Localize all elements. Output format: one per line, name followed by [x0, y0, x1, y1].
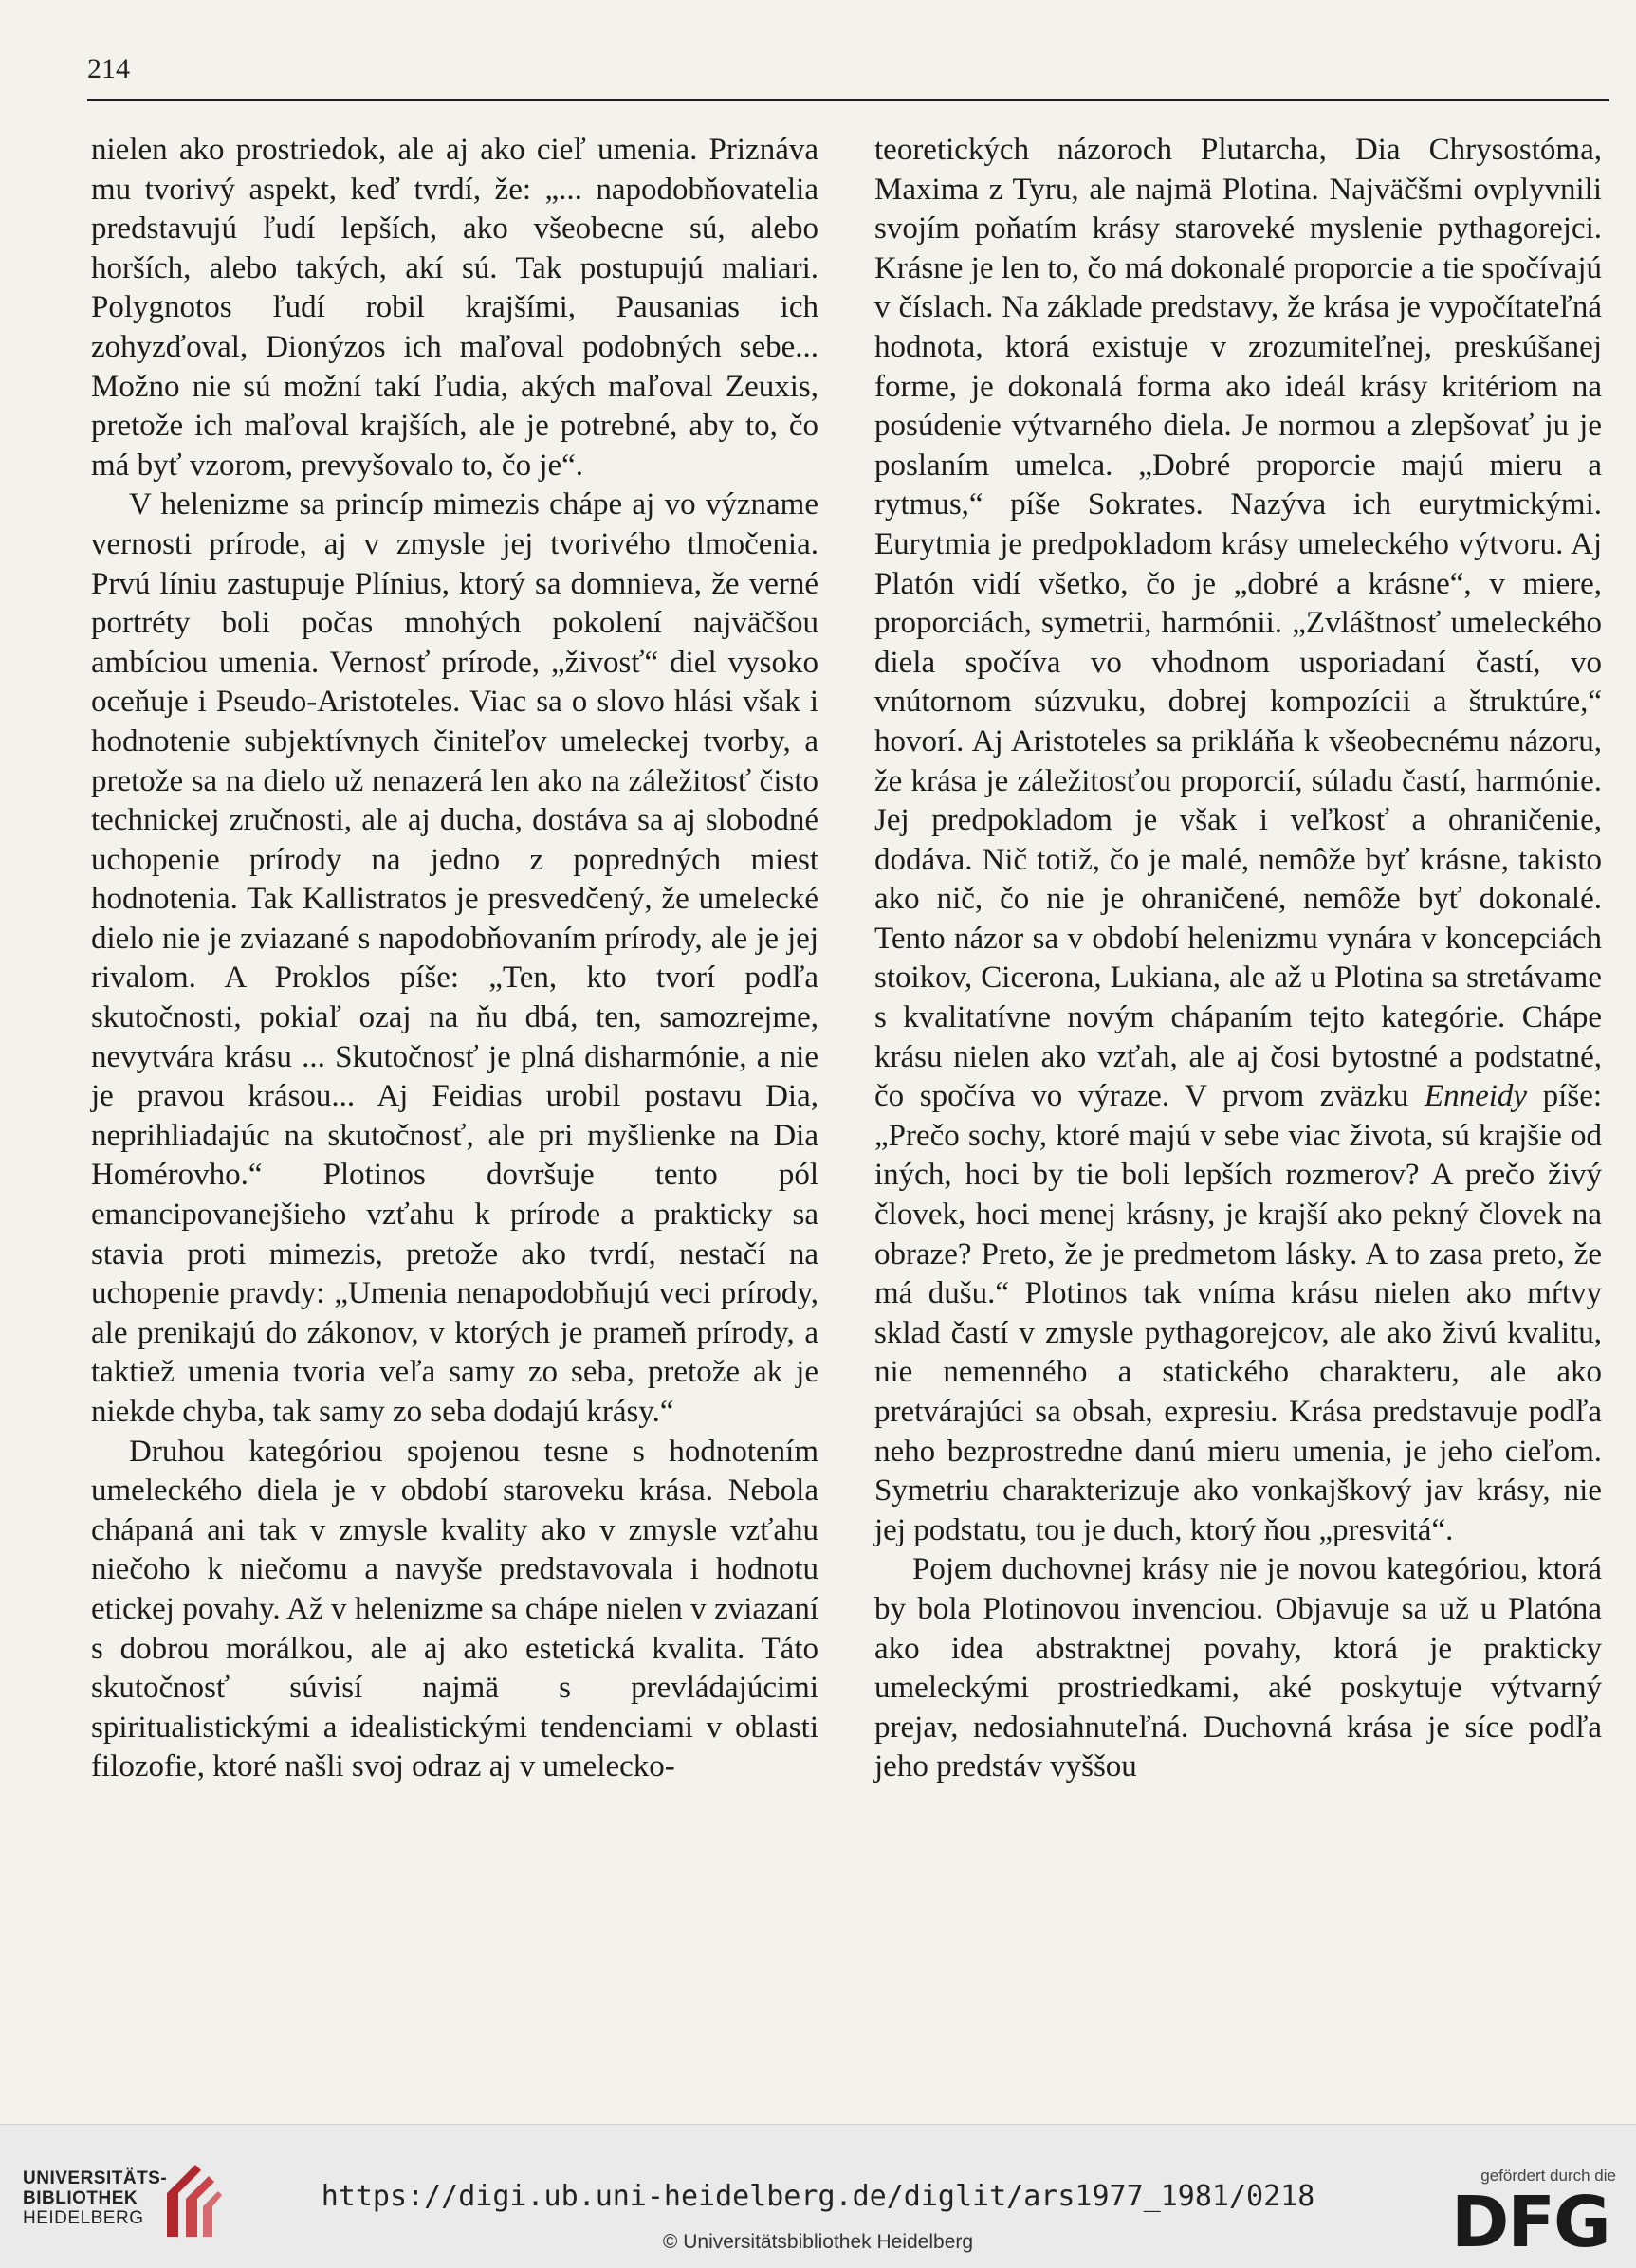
library-name-line: BIBLIOTHEK	[23, 2188, 138, 2208]
viewer-footer	[0, 2124, 1636, 2268]
paragraph: Druhou kategóriou spojenou tesne s hodnotením umeleckého diela je v období staroveku krása. Nebola chápaná ani tak v zmysle kvality ako v zmysle vzťahu niečoho k niečomu a navyše predstavovala i hodnotu etickej povahy. Až v helenizme sa chápe nielen v zviazaní s dobrou morálkou, ale aj ako estetická kvalita. Táto skutočnosť súvisí najmä s prevládajúcimi spiritualistickými a idealistickými tendenciami v oblasti filozofie, ktoré našli svoj odraz aj v umelecko-	[91, 1434, 818, 1784]
sponsor-note: gefördert durch die	[1480, 2167, 1616, 2185]
paragraph: V helenizme sa princíp mimezis chápe aj vo význame vernosti prírode, aj v zmysle jej tvorivého tlmočenia. Prvú líniu zastupuje Plínius, ktorý sa domnieva, že verné portréty boli počas mnohých pokolení najväčšou ambíciou umenia. Vernosť prírode, „živosť“ diel vysoko oceňuje i Pseudo-Aristoteles. Viac sa o slovo hlási však i hodnotenie subjektívnych činiteľov umeleckej tvorby, a pretože sa na dielo už nenazerá len ako na záležitosť čisto technickej zručnosti, ale aj ducha, dostáva sa aj slobodné uchopenie prírody na jedno z popredných miest hodnotenia. Tak Kallistratos je presvedčený, že umelecké dielo nie je zviazané s napodobňovaním prírody, ale je jej rivalom. A Proklos píše: „Ten, kto tvorí podľa skutočnosti, pokiaľ ozaj na ňu dbá, ten, samozrejme, nevytvára krásu ... Skutočnosť je plná disharmónie, a nie je pravou krásou... Aj Feidias urobil postavu Dia, neprihliadajúc na skutočnosť, ale pri myšlienke na Dia Homérovho.“ Plotinos dovršuje tento pól emancipovanejšieho vzťahu k prírode a prakticky sa stavia proti mimezis, pretože ako tvrdí, nestačí na uchopenie pravdy: „Umenia nenapodobňujú veci prírody, ale prenikajú do zákonov, v ktorých je prameň prírody, a taktiež umenia tvoria veľa samy zo seba, pretože ak je niekde chyba, tak samy zo seba dodajú krásy.“	[91, 487, 818, 1429]
right-text-column	[874, 131, 1602, 1787]
header-rule	[87, 99, 1609, 101]
page-number: 214	[87, 53, 130, 84]
left-text-column	[91, 131, 818, 1787]
library-name-line: HEIDELBERG	[23, 2208, 144, 2228]
paragraph-text: teoretických názoroch Plutarcha, Dia Chrysostóma, Maxima z Tyru, ale najmä Plotina. Najväčšmi ovplyvnili svojím poňatím krásy staroveké myslenie pythagorejci. Krásne je len to, čo má dokonalé proporcie a tie spočívajú v číslach. Na základe predstavy, že krása je vypočítateľná hodnota, ktorá existuje v zrozumiteľnej, preskúšanej forme, je dokonalá forma ako ideál krásy kritériom na posúdenie výtvarného diela. Je normou a zlepšovať ju je poslaním umelca. „Dobré proporcie majú mieru a rytmus,“ píše Sokrates. Nazýva ich eurytmickými. Eurytmia je predpokladom krásy umeleckého výtvoru. Aj Platón vidí všetko, čo je „dobré a krásne“, v miere, proporciách, symetrii, harmónii. „Zvláštnosť umeleckého diela spočíva vo vhodnom usporiadaní častí, vo vnútornom súzvuku, dobrej kompozícii a štruktúre,“ hovorí. Aj Aristoteles sa prikláňa k všeobecnému názoru, že krása je záležitosťou proporcií, súladu častí, harmónie. Jej predpokladom je však i veľkosť a ohraničenie, dodáva. Nič totiž, čo je malé, nemôže byť krásne, takisto ako nič, čo nie je ohraničené, nemôže byť dokonalé. Tento názor sa v období helenizmu vynára v koncepciách stoikov, Cicerona, Lukiana, ale až u Plotina sa stretávame s kvalitatívne novým chápaním tejto kategórie. Chápe krásu nielen ako vzťah, ale aj čosi bytostné a podstatné, čo spočíva vo výraze. V prvom zväzku	[874, 133, 1602, 1114]
copyright-notice: © Universitätsbibliothek Heidelberg	[662, 2231, 974, 2253]
dfg-logo[interactable]: DFG	[1451, 2182, 1609, 2263]
library-name-line: UNIVERSITÄTS-	[23, 2168, 168, 2188]
permalink-url[interactable]: https://digi.ub.uni-heidelberg.de/diglit/ars1977_1981/0218	[321, 2180, 1315, 2213]
paragraph-text: píše: „Prečo sochy, ktoré majú v sebe viac života, sú krajšie od iných, hoci by tie boli lepších rozmerov? A prečo živý človek, hoci menej krásny, je krajší ako pekný človek na obraze? Preto, že je predmetom lásky. A to zasa preto, že má dušu.“ Plotinos tak vníma krásu nielen ako mŕtvy sklad častí v zmysle pythagorejcov, ale ako živú kvalitu, nie nemenného a statického charakteru, ale ako pretvárajúci sa obsah, expresiu. Krása predstavuje podľa neho bezprostredne danú mieru umenia, je jeho cieľom. Symetriu charakterizuje ako vonkajškový jav krásy, nie jej podstatu, tou je duch, ktorý ňou „presvitá“.	[874, 1079, 1603, 1547]
book-title-italic: Enneidy	[1424, 1079, 1528, 1114]
paragraph: nielen ako prostriedok, ale aj ako cieľ umenia. Priznáva mu tvorivý aspekt, keď tvrdí, že: „... napodobňovatelia predstavujú ľudí lepších, ako všeobecne sú, alebo horších, alebo takých, akí sú. Tak postupujú maliari. Polygnotos ľudí robil krajšími, Pausanias ich zohyzďoval, Dionýzos ich maľoval podobných sebe... Možno nie sú možní takí ľudia, akých maľoval Zeuxis, pretože ich maľoval krajších, ale je potrebné, aby to, čo má byť vzorom, prevyšovalo to, čo je“.	[91, 133, 818, 483]
paragraph: Pojem duchovnej krásy nie je novou kategóriou, ktorá by bola Plotinovou invenciou. Objavuje sa už u Platóna ako idea abstraktnej povahy, ktorá je prakticky umeleckými prostriedkami, aké poskytuje výtvarný prejav, nedosiahnuteľná. Duchovná krása je síce podľa jeho predstáv vyššou	[874, 1552, 1602, 1784]
paragraph	[874, 131, 1602, 1550]
